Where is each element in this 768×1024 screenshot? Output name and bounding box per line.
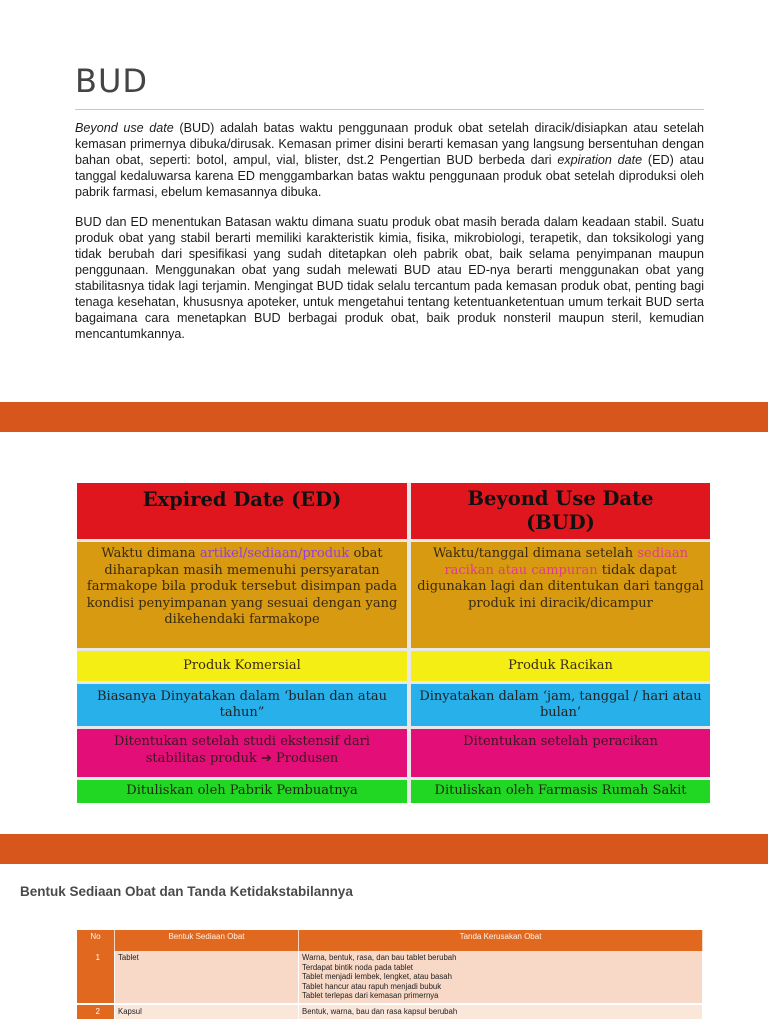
intro-text-2: (ED) atau tanggal kedaluwarsa karena ED menggambarkan batas waktu penggunaan produk obat setelah diproduksi oleh pabrik farmasi, ebelum kemasannya dibuka.	[75, 153, 704, 199]
sign-item: Tablet menjadi lembek, lengket, atau basah	[302, 972, 452, 982]
bud-product-type: Produk Racikan	[411, 651, 710, 681]
intro-paragraph	[75, 120, 704, 200]
title-divider	[75, 109, 704, 110]
term-beyond-use-date: Beyond use date	[75, 121, 174, 135]
ed-definition-highlight: artikel/sediaan/produk	[199, 546, 350, 561]
bud-determined-by: Ditentukan setelah peracikan	[411, 729, 710, 777]
ed-written-by: Dituliskan oleh Pabrik Pembuatnya	[77, 780, 407, 803]
ed-vs-bud-comparison-table	[77, 483, 710, 803]
bud-definition-text: Waktu/tanggal dimana setelah	[432, 546, 638, 561]
bud-written-by: Dituliskan oleh Farmasis Rumah Sakit	[411, 780, 710, 803]
col-header-no: No	[77, 930, 115, 951]
dosage-form-table	[77, 930, 703, 1021]
row-no: 1	[77, 951, 115, 1004]
sign-item: Bentuk, warna, bau dan rasa kapsul berubah	[302, 1006, 458, 1016]
bud-definition-rest: tidak dapat digunakan lagi dan ditentukan dari tanggal produk ini diracik/dicampur	[417, 562, 704, 611]
page-title: BUD	[75, 62, 149, 100]
sign-item: Tablet terlepas dari kemasan primernya	[302, 991, 439, 1001]
row-signs	[299, 951, 703, 1004]
row-form: Kapsul	[115, 1004, 299, 1020]
row-signs	[299, 1004, 703, 1020]
table-row	[77, 1004, 703, 1020]
col-header-signs: Tanda Kerusakan Obat	[299, 930, 703, 951]
col-header-form: Bentuk Sediaan Obat	[115, 930, 299, 951]
ed-product-type: Produk Komersial	[77, 651, 407, 681]
ed-determined-by: Ditentukan setelah studi ekstensif dari stabilitas produk ➔ Produsen	[77, 729, 407, 777]
orange-divider-band	[0, 402, 768, 432]
section-heading: Bentuk Sediaan Obat dan Tanda Ketidakstabilannya	[20, 884, 353, 899]
orange-divider-band-2	[0, 834, 768, 864]
intro-text-1: (BUD) adalah batas waktu penggunaan produk obat setelah diracik/disiapkan atau setelah kemasan primernya dibuka/dirusak. Kemasan primer disini berarti kemasan yang langsung bersentuhan dengan bahan obat, seperti: botol, ampul, vial, blister, dst.2 Pengertian BUD berbeda dari	[75, 121, 704, 167]
header-expired-date: Expired Date (ED)	[77, 483, 407, 539]
sign-item: Warna, bentuk, rasa, dan bau tablet berubah	[302, 953, 457, 962]
row-no: 2	[77, 1004, 115, 1020]
header-bud-line-2: (BUD)	[526, 511, 595, 534]
bud-definition-highlight: sediaan racikan atau campuran	[444, 546, 689, 578]
ed-definition-text: Waktu dimana	[101, 546, 200, 561]
row-form: Tablet	[115, 951, 299, 1004]
ed-definition	[77, 542, 407, 648]
header-bud-line-1: Beyond Use Date	[467, 487, 654, 510]
term-expiration-date: expiration date	[557, 153, 643, 167]
header-beyond-use-date	[411, 483, 710, 539]
bud-ed-paragraph: BUD dan ED menentukan Batasan waktu dimana suatu produk obat masih berada dalam keadaan stabil. Suatu produk obat yang stabil berarti memiliki karakteristik kimia, fisika, mikrobiologi, terapetik, dan toksikologi yang tidak berubah dari spesifikasi yang sudah ditetapkan oleh pabrik obat, baik selama penyimpanan maupun penggunaan. Menggunakan obat yang sudah melewati BUD atau ED-nya berarti menggunakan obat yang stabilitasnya tidak lagi terjamin. Mengingat BUD tidak selalu tercantum pada kemasan produk obat, penting bagi tenaga kesehatan, khususnya apoteker, untuk mengetahui tentang ketentuanketentuan umum terkait BUD serta bagaimana cara menetapkan BUD berbagai produk obat, baik produk nonsteril maupun steril, kemudian mencantumkannya.	[75, 215, 704, 341]
table-header-row	[77, 930, 703, 951]
sign-item: Terdapat bintik noda pada tablet	[302, 962, 413, 972]
ed-time-unit: Biasanya Dinyatakan dalam ‘bulan dan atau tahun”	[77, 684, 407, 726]
table-row	[77, 951, 703, 1004]
bud-time-unit: Dinyatakan dalam ‘jam, tanggal / hari atau bulan’	[411, 684, 710, 726]
bud-definition	[411, 542, 710, 648]
sign-item: Tablet hancur atau rapuh menjadi bubuk	[302, 981, 442, 991]
ed-definition-rest: obat diharapkan masih memenuhi persyaratan farmakope bila produk tersebut disimpan pada kondisi penyimpanan yang sesuai dengan yang dikehendaki farmakope	[86, 546, 398, 627]
